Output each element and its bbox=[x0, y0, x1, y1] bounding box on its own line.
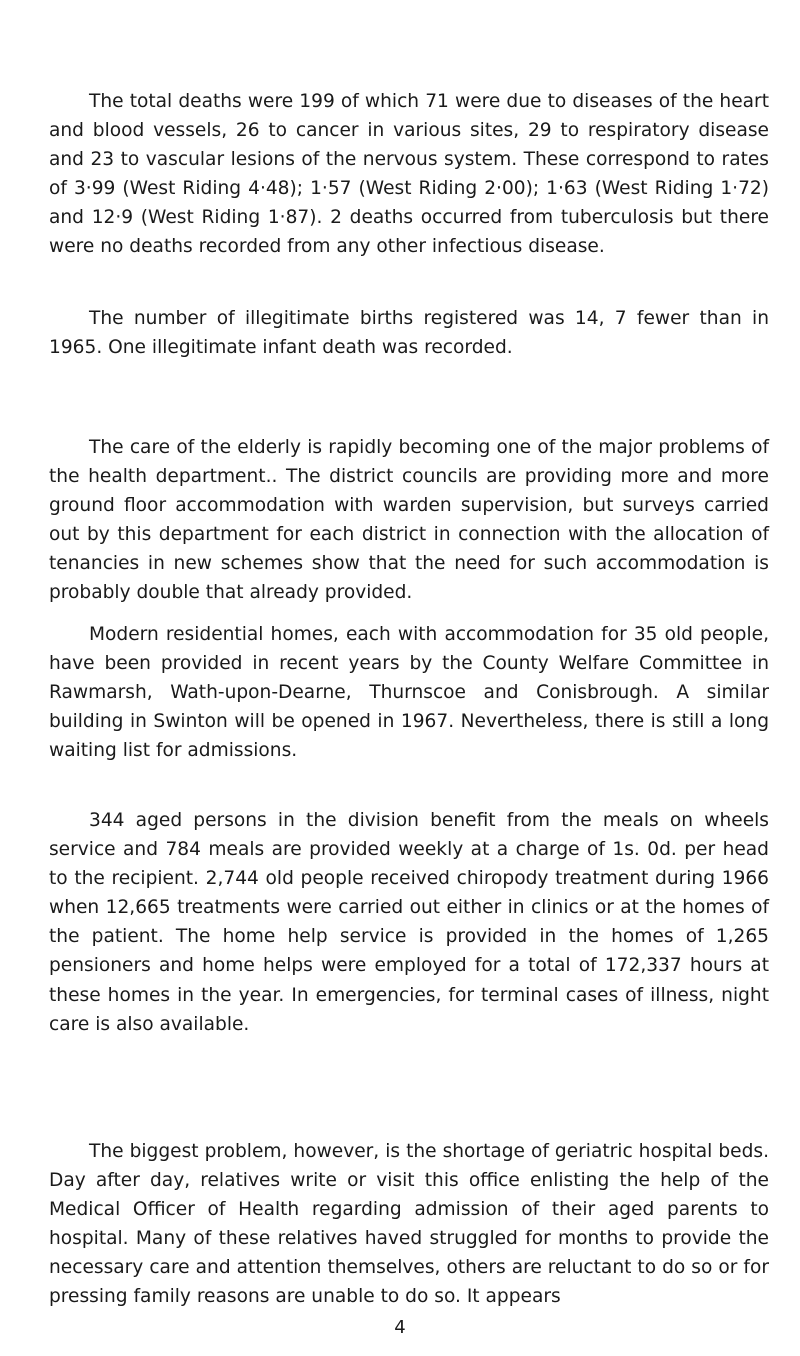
paragraph-text: The number of illegitimate births registered was 14, 7 fewer than in 1965. One illegitimate infant death was recorded. bbox=[49, 308, 769, 359]
paragraph-text: The total deaths were 199 of which 71 were due to diseases of the heart and blood vessels, 26 to cancer in various sites, 29 to respiratory disease and 23 to vascular lesions of the nervous system. These correspond to rates of 3·99 (West Riding 4·48); 1·57 (West Riding 2·00); 1·63 (West Riding 1·72) and 12·9 (West Riding 1·87). 2 deaths occurred from tuberculosis but there were no deaths recorded from any other infectious disease. bbox=[49, 91, 769, 258]
paragraph-text: The care of the elderly is rapidly becoming one of the major problems of the health department.. The district councils are providing more and more ground floor accommodation with warden supervision, but surveys carried out by this department for each district in connection with the allocation of tenancies in new schemes show that the need for such accommodation is probably double that already provided. bbox=[49, 437, 769, 604]
paragraph-text: Modern residential homes, each with accommodation for 35 old people, have been provided in recent years by the County Welfare Committee in Rawmarsh, Wath-upon-Dearne, Thurnscoe and Conisbrough. A similar building in Swinton will be opened in 1967. Nevertheless, there is still a long waiting list for admissions. bbox=[49, 624, 769, 762]
paragraph-geriatric-beds bbox=[49, 1137, 769, 1312]
paragraph-services-for-aged bbox=[49, 806, 769, 1039]
paragraph-residential-homes bbox=[49, 620, 769, 765]
paragraph-care-of-elderly bbox=[49, 433, 769, 608]
paragraph-text: 344 aged persons in the division benefit from the meals on wheels service and 784 meals are provided weekly at a charge of 1s. 0d. per head to the recipient. 2,744 old people received chiropody treatment during 1966 when 12,665 treatments were carried out either in clinics or at the homes of the patient. The home help service is provided in the homes of 1,265 pensioners and home helps were employed for a total of 172,337 hours at these homes in the year. In emergencies, for terminal cases of illness, night care is also available. bbox=[49, 810, 769, 1035]
paragraph-illegitimate-births bbox=[49, 304, 769, 362]
paragraph-deaths bbox=[49, 87, 769, 262]
page-number: 4 bbox=[394, 1317, 406, 1338]
paragraph-text: The biggest problem, however, is the shortage of geriatric hospital beds. Day after day, relatives write or visit this office enlisting the help of the Medical Officer of Health regarding admission of their aged parents to hospital. Many of these relatives haved struggled for months to provide the necessary care and attention themselves, others are reluctant to do so or for pressing family reasons are unable to do so. It appears bbox=[49, 1141, 769, 1308]
